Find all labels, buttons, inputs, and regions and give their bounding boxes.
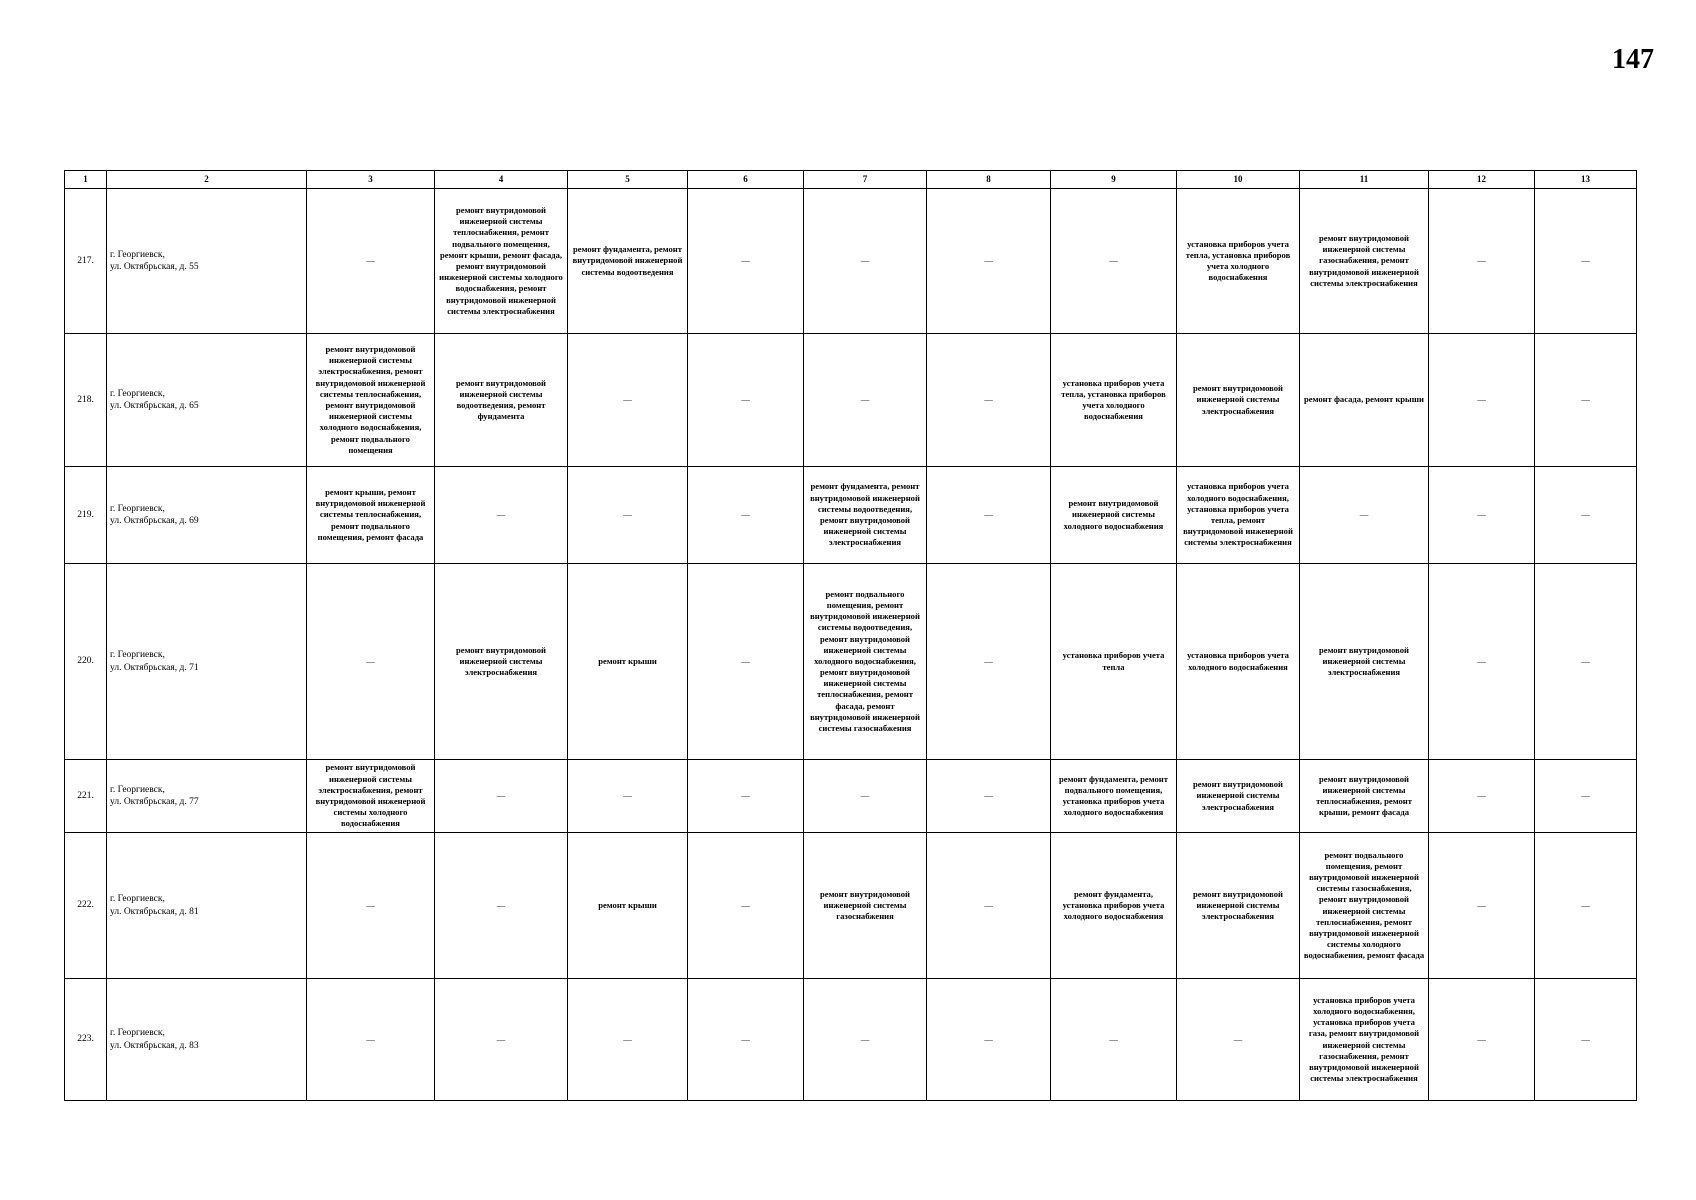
- work-description-cell: ремонт крыши: [568, 833, 688, 979]
- work-description-cell: ремонт крыши: [568, 564, 688, 760]
- empty-dash-cell: —: [1535, 189, 1637, 334]
- work-description-cell: установка приборов учета холодного водоснабжения, установка приборов учета тепла, ремонт внутридомовой инженерной системы электроснабжения: [1177, 467, 1300, 564]
- empty-dash-cell: —: [688, 564, 804, 760]
- row-number: 222.: [65, 833, 107, 979]
- empty-dash-cell: —: [927, 189, 1051, 334]
- empty-dash-cell: —: [927, 334, 1051, 467]
- empty-dash-cell: —: [1177, 979, 1300, 1101]
- row-number: 221.: [65, 760, 107, 833]
- address-cell: [107, 760, 307, 833]
- address-line: г. Георгиевск,: [110, 249, 165, 260]
- address-cell: [107, 564, 307, 760]
- address-line: ул. Октябрьская, д. 81: [110, 906, 199, 917]
- empty-dash-cell: —: [804, 760, 927, 833]
- row-number: 218.: [65, 334, 107, 467]
- address-line: ул. Октябрьская, д. 83: [110, 1040, 199, 1051]
- empty-dash-cell: —: [688, 189, 804, 334]
- address-cell: [107, 833, 307, 979]
- empty-dash-cell: —: [1051, 189, 1177, 334]
- empty-dash-cell: —: [307, 833, 435, 979]
- table-row: [65, 564, 1637, 760]
- empty-dash-cell: —: [804, 979, 927, 1101]
- work-description-cell: ремонт внутридомовой инженерной системы электроснабжения: [435, 564, 568, 760]
- empty-dash-cell: —: [1535, 979, 1637, 1101]
- work-description-cell: ремонт внутридомовой инженерной системы электроснабжения: [1177, 833, 1300, 979]
- table-row: [65, 760, 1637, 833]
- work-description-cell: ремонт фундамента, установка приборов учета холодного водоснабжения: [1051, 833, 1177, 979]
- empty-dash-cell: —: [804, 189, 927, 334]
- empty-dash-cell: —: [688, 467, 804, 564]
- empty-dash-cell: —: [1429, 564, 1535, 760]
- work-description-cell: ремонт внутридомовой инженерной системы электроснабжения, ремонт внутридомовой инженерной системы холодного водоснабжения: [307, 760, 435, 833]
- empty-dash-cell: —: [927, 979, 1051, 1101]
- work-description-cell: установка приборов учета тепла, установка приборов учета холодного водоснабжения: [1051, 334, 1177, 467]
- column-number-9: 9: [1051, 171, 1177, 189]
- empty-dash-cell: —: [568, 979, 688, 1101]
- empty-dash-cell: —: [1535, 760, 1637, 833]
- repair-schedule-table: [64, 170, 1637, 1101]
- address-line: г. Георгиевск,: [110, 894, 165, 905]
- address-line: ул. Октябрьская, д. 55: [110, 262, 199, 272]
- work-description-cell: ремонт внутридомовой инженерной системы газоснабжения, ремонт внутридомовой инженерной системы электроснабжения: [1300, 189, 1429, 334]
- empty-dash-cell: —: [1051, 979, 1177, 1101]
- work-description-cell: ремонт подвального помещения, ремонт внутридомовой инженерной системы водоотведения, ремонт внутридомовой инженерной системы холодного водоснабжения, ремонт внутридомовой инженерной системы теплоснабжения, ремонт фасада, ремонт внутридомовой инженерной системы газоснабжения: [804, 564, 927, 760]
- column-number-13: 13: [1535, 171, 1637, 189]
- address-line: г. Георгиевск,: [110, 650, 165, 661]
- table-row: [65, 334, 1637, 467]
- address-line: г. Георгиевск,: [110, 784, 165, 795]
- empty-dash-cell: —: [568, 467, 688, 564]
- empty-dash-cell: —: [435, 760, 568, 833]
- work-description-cell: ремонт фундамента, ремонт подвального помещения, установка приборов учета холодного водоснабжения: [1051, 760, 1177, 833]
- work-description-cell: ремонт фундамента, ремонт внутридомовой инженерной системы водоотведения, ремонт внутридомовой инженерной системы электроснабжения: [804, 467, 927, 564]
- table-row: [65, 189, 1637, 334]
- work-description-cell: ремонт внутридомовой инженерной системы электроснабжения: [1300, 564, 1429, 760]
- empty-dash-cell: —: [1429, 334, 1535, 467]
- empty-dash-cell: —: [927, 760, 1051, 833]
- column-number-5: 5: [568, 171, 688, 189]
- address-cell: [107, 467, 307, 564]
- empty-dash-cell: —: [927, 467, 1051, 564]
- empty-dash-cell: —: [568, 760, 688, 833]
- row-number: 219.: [65, 467, 107, 564]
- address-line: г. Георгиевск,: [110, 388, 165, 399]
- table-row: [65, 833, 1637, 979]
- address-line: ул. Октябрьская, д. 77: [110, 797, 199, 807]
- address-line: г. Георгиевск,: [110, 1028, 165, 1039]
- empty-dash-cell: —: [804, 334, 927, 467]
- empty-dash-cell: —: [307, 564, 435, 760]
- work-description-cell: установка приборов учета тепла: [1051, 564, 1177, 760]
- page-number: 147: [1612, 44, 1654, 75]
- row-number: 217.: [65, 189, 107, 334]
- column-number-11: 11: [1300, 171, 1429, 189]
- empty-dash-cell: —: [307, 189, 435, 334]
- work-description-cell: ремонт фундамента, ремонт внутридомовой инженерной системы водоотведения: [568, 189, 688, 334]
- table-row: [65, 979, 1637, 1101]
- empty-dash-cell: —: [1429, 467, 1535, 564]
- empty-dash-cell: —: [435, 979, 568, 1101]
- column-number-8: 8: [927, 171, 1051, 189]
- work-description-cell: установка приборов учета холодного водоснабжения: [1177, 564, 1300, 760]
- empty-dash-cell: —: [435, 467, 568, 564]
- work-description-cell: ремонт крыши, ремонт внутридомовой инженерной системы теплоснабжения, ремонт подвального помещения, ремонт фасада: [307, 467, 435, 564]
- work-description-cell: ремонт внутридомовой инженерной системы электроснабжения: [1177, 760, 1300, 833]
- column-number-10: 10: [1177, 171, 1300, 189]
- address-cell: [107, 189, 307, 334]
- address-line: ул. Октябрьская, д. 69: [110, 516, 199, 526]
- empty-dash-cell: —: [1429, 979, 1535, 1101]
- address-line: ул. Октябрьская, д. 65: [110, 401, 199, 411]
- column-number-header: [65, 171, 1637, 189]
- work-description-cell: ремонт внутридомовой инженерной системы теплоснабжения, ремонт крыши, ремонт фасада: [1300, 760, 1429, 833]
- empty-dash-cell: —: [307, 979, 435, 1101]
- work-description-cell: ремонт внутридомовой инженерной системы газоснабжения: [804, 833, 927, 979]
- column-number-3: 3: [307, 171, 435, 189]
- work-description-cell: ремонт внутридомовой инженерной системы холодного водоснабжения: [1051, 467, 1177, 564]
- table-body: [65, 189, 1637, 1101]
- work-description-cell: ремонт внутридомовой инженерной системы водоотведения, ремонт фундамента: [435, 334, 568, 467]
- column-number-7: 7: [804, 171, 927, 189]
- empty-dash-cell: —: [1429, 833, 1535, 979]
- empty-dash-cell: —: [568, 334, 688, 467]
- address-line: г. Георгиевск,: [110, 503, 165, 514]
- work-description-cell: ремонт фасада, ремонт крыши: [1300, 334, 1429, 467]
- work-description-cell: установка приборов учета тепла, установка приборов учета холодного водоснабжения: [1177, 189, 1300, 334]
- work-description-cell: ремонт внутридомовой инженерной системы электроснабжения, ремонт внутридомовой инженерной системы теплоснабжения, ремонт внутридомовой инженерной системы холодного водоснабжения, ремонт подвального помещения: [307, 334, 435, 467]
- column-number-1: 1: [65, 171, 107, 189]
- row-number: 220.: [65, 564, 107, 760]
- table-row: [65, 467, 1637, 564]
- empty-dash-cell: —: [688, 979, 804, 1101]
- empty-dash-cell: —: [927, 833, 1051, 979]
- empty-dash-cell: —: [1535, 564, 1637, 760]
- empty-dash-cell: —: [1535, 833, 1637, 979]
- work-description-cell: ремонт подвального помещения, ремонт внутридомовой инженерной системы газоснабжения, ремонт внутридомовой инженерной системы теплоснабжения, ремонт внутридомовой инженерной системы холодного водоснабжения, ремонт фасада: [1300, 833, 1429, 979]
- row-number: 223.: [65, 979, 107, 1101]
- address-line: ул. Октябрьская, д. 71: [110, 662, 199, 673]
- column-number-2: 2: [107, 171, 307, 189]
- address-cell: [107, 979, 307, 1101]
- empty-dash-cell: —: [1535, 467, 1637, 564]
- work-description-cell: ремонт внутридомовой инженерной системы теплоснабжения, ремонт подвального помещения, ремонт крыши, ремонт фасада, ремонт внутридомовой инженерной системы холодного водоснабжения, ремонт внутридомовой инженерной системы электроснабжения: [435, 189, 568, 334]
- empty-dash-cell: —: [1429, 760, 1535, 833]
- empty-dash-cell: —: [1300, 467, 1429, 564]
- column-number-12: 12: [1429, 171, 1535, 189]
- empty-dash-cell: —: [688, 833, 804, 979]
- empty-dash-cell: —: [1535, 334, 1637, 467]
- empty-dash-cell: —: [688, 760, 804, 833]
- work-description-cell: ремонт внутридомовой инженерной системы электроснабжения: [1177, 334, 1300, 467]
- empty-dash-cell: —: [688, 334, 804, 467]
- empty-dash-cell: —: [435, 833, 568, 979]
- column-number-4: 4: [435, 171, 568, 189]
- column-number-6: 6: [688, 171, 804, 189]
- empty-dash-cell: —: [1429, 189, 1535, 334]
- work-description-cell: установка приборов учета холодного водоснабжения, установка приборов учета газа, ремонт внутридомовой инженерной системы газоснабжения, ремонт внутридомовой инженерной системы электроснабжения: [1300, 979, 1429, 1101]
- address-cell: [107, 334, 307, 467]
- empty-dash-cell: —: [927, 564, 1051, 760]
